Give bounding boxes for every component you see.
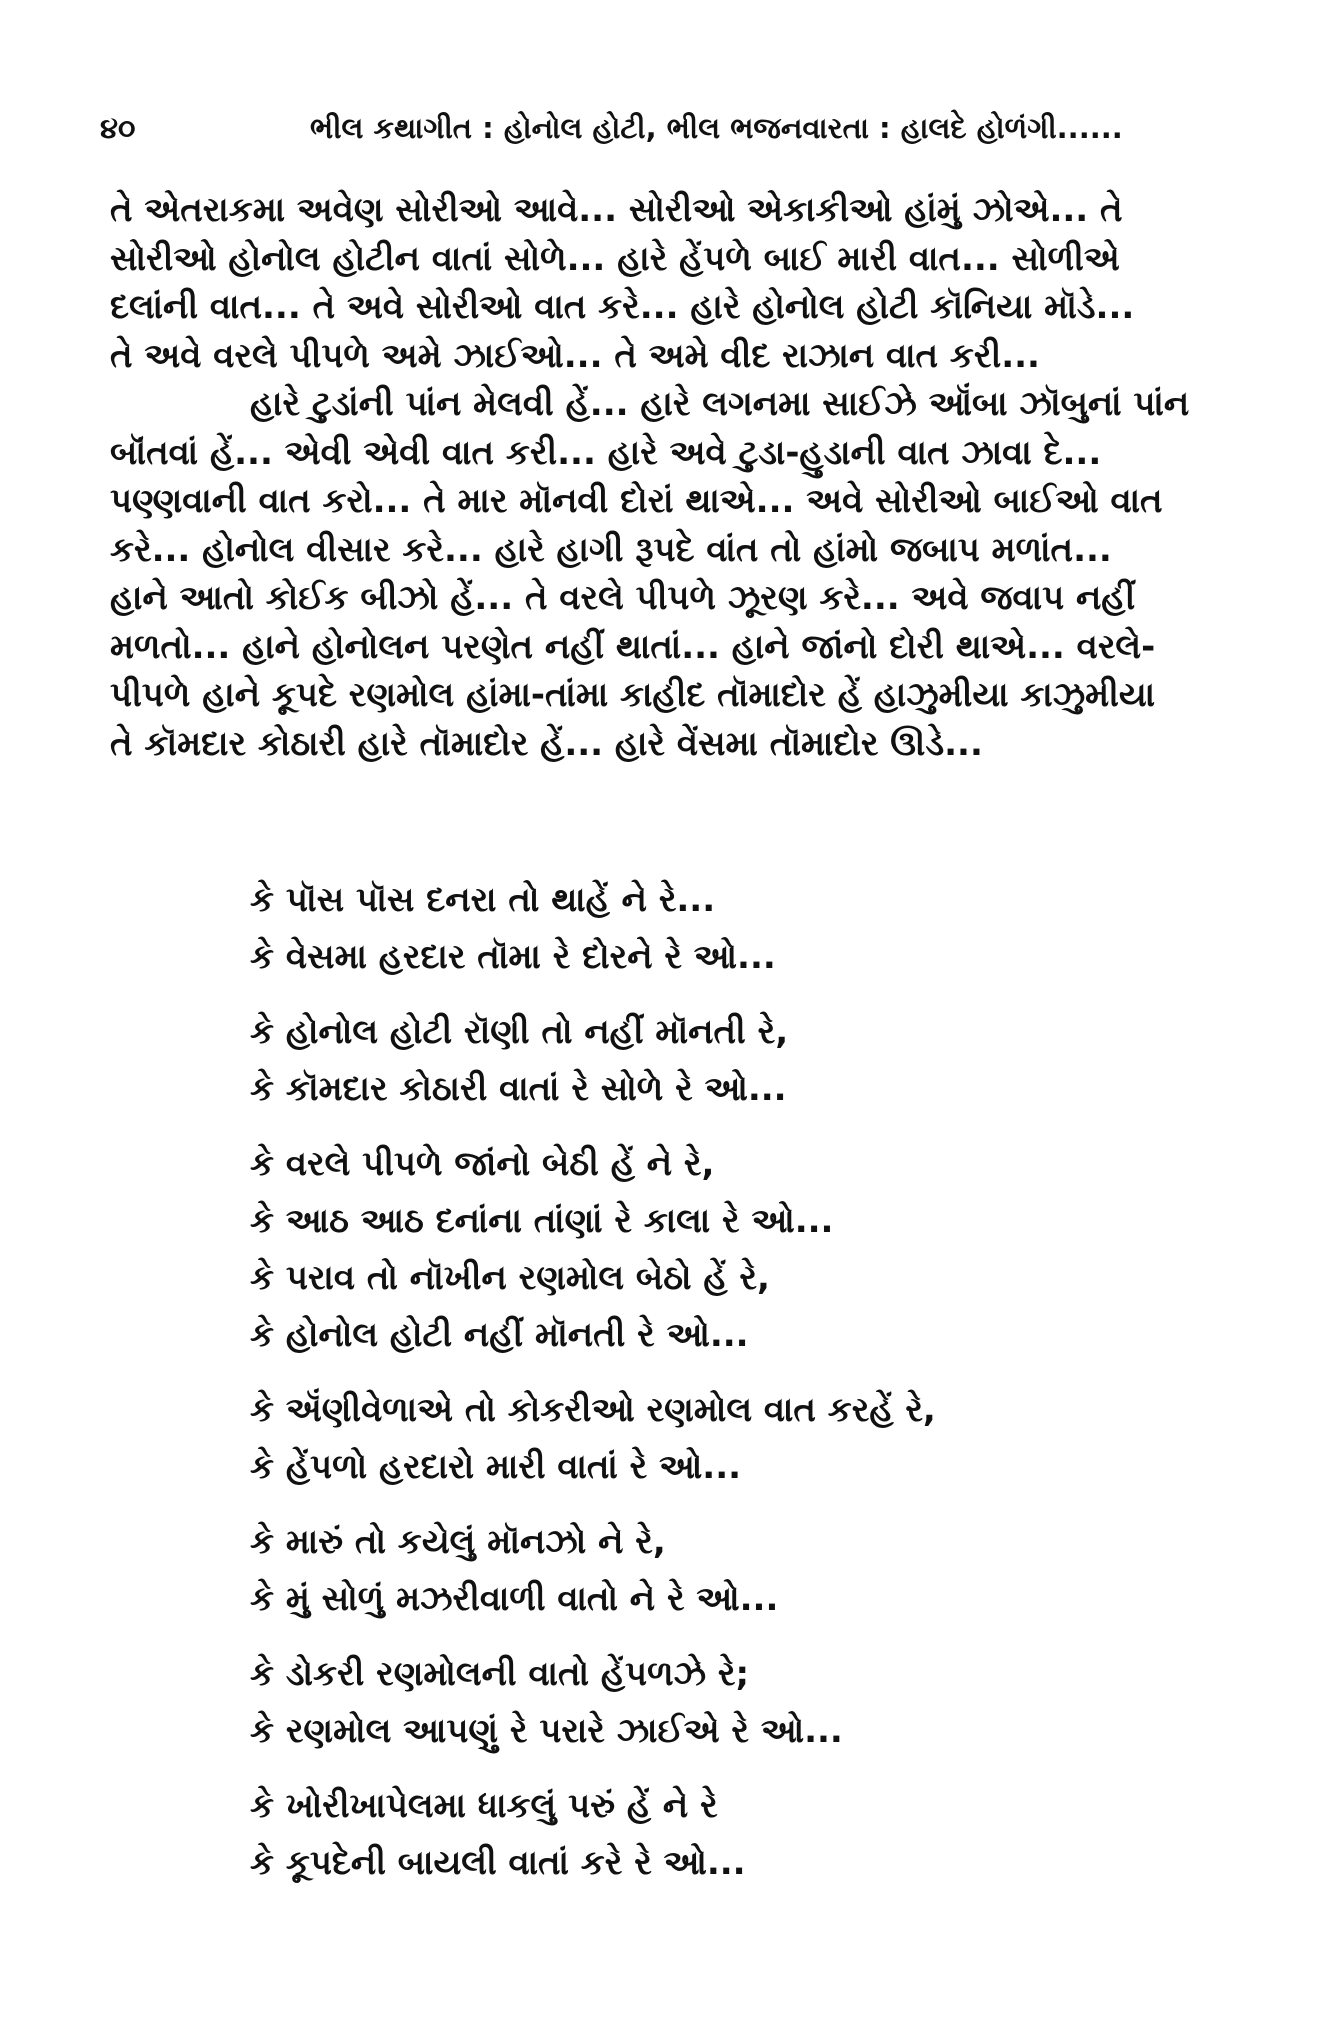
verse-line: કે મારું તો કયેલું મૉનઝો ને રે, — [250, 1522, 666, 1562]
prose-line: બૉંતવાં હેં... એવી એવી વાત કરી... હારે અવે ટુડા-હુડાની વાત ઝાવા દે... — [110, 432, 1102, 473]
verse-line: કે પરાવ તો નૉખીન રણમોલ બેઠો હેં રે, — [250, 1258, 770, 1298]
verse-line: કે હોનોલ હોટી નહીં મૉનતી રે ઓ... — [250, 1315, 749, 1355]
prose-line: હાને આતો કોઈક બીઝો હેં... તે વરલે પીપળે ઝૂરણ કરે... અવે જવાપ નહીં — [110, 578, 1136, 618]
running-title: ભીલ કથાગીત : હોનોલ હોટી, ભીલ ભજનવારતા : હાલદે હોળંગી...... — [310, 111, 1123, 145]
stanza — [250, 1004, 1250, 1118]
stanza — [250, 1136, 1250, 1364]
prose-line: હારે ટુડાંની પાંન મેલવી હેં... હારે લગનમા સાઈઝે ઑંબા ઝૉબુનાં પાંન — [250, 384, 1190, 424]
stanza — [250, 872, 1250, 986]
verse-line: કે રણમોલ આપણું રે પરારે ઝાઈએ રે ઓ... — [250, 1711, 843, 1751]
verse-line: કે ખોરીખાપેલમા ધાકલું પરું હેં ને રે — [250, 1786, 718, 1826]
verse-line: કે હેંપળો હરદારો મારી વાતાં રે ઓ... — [250, 1447, 742, 1487]
page-header — [100, 108, 1250, 148]
verse-line: કે આઠ આઠ દનાંના તાંણાં રે કાલા રે ઓ... — [250, 1201, 834, 1241]
verse-line: કે વેસમા હરદાર તૉમા રે દોરને રે ઓ... — [250, 937, 776, 977]
stanza — [250, 1382, 1250, 1496]
prose-line: પીપળે હાને કૂપદે રણમોલ હાંમા-તાંમા કાહીદ તૉમાદોર હેં હાઝુમીયા કાઝુમીયા — [110, 675, 1156, 715]
verse-line: કે મું સોળું મઝરીવાળી વાતો ને રે ઓ... — [250, 1579, 779, 1619]
prose-line: મળતો... હાને હોનોલન પરણેત નહીં થાતાં... હાને જાંનો દોરી થાએ... વરલે- — [110, 626, 1156, 667]
verse-line: કે ડોકરી રણમોલની વાતો હેંપળઝે રે; — [250, 1654, 750, 1694]
stanza — [250, 1514, 1250, 1628]
prose-line: કરે... હોનોલ વીસાર કરે... હારે હાગી રૂપદે વાંત તો હાંમો જબાપ મળાંત... — [110, 529, 1112, 570]
prose-line: તે કૉમદાર કોઠારી હારે તૉમાદોર હેં... હારે વેંસમા તૉમાદોર ઊડે... — [110, 723, 983, 764]
verse-line: કે પૉસ પૉસ દનરા તો થાહેં ને રે... — [250, 880, 716, 920]
verse-line: કે કૉમદાર કોઠારી વાતાં રે સોળે રે ઓ... — [250, 1069, 787, 1109]
prose-line: દલાંની વાત... તે અવે સોરીઓ વાત કરે... હારે હોનોલ હોટી કૉનિયા મૉડે... — [110, 287, 1135, 327]
song-verses — [250, 872, 1250, 1910]
verse-line: કે ઍંણીવેળાએ તો કોકરીઓ રણમોલ વાત કરહેં રે, — [250, 1390, 936, 1430]
verse-line: કે વરલે પીપળે જાંનો બેઠી હેં ને રે, — [250, 1144, 715, 1184]
prose-line: પણ્ણવાની વાત કરો... તે માર મૉનવી દોરાં થાએ... અવે સોરીઓ બાઈઓ વાત — [110, 481, 1163, 521]
verse-line: કે કૂપદેની બાયલી વાતાં કરે રે ઓ... — [250, 1843, 746, 1883]
prose-line: તે અવે વરલે પીપળે અમે ઝાઈઓ... તે અમે વીદ રાઝાન વાત કરી... — [110, 335, 1040, 376]
prose-line: તે એતરાકમા અવેણ સોરીઓ આવે... સોરીઓ એકાકીઓ હાંમું ઝોએ... તે — [110, 190, 1123, 230]
prose-line: સોરીઓ હોનોલ હોટીન વાતાં સોળે... હારે હેંપળે બાઈ મારી વાત... સોળીએ — [110, 238, 1120, 279]
stanza — [250, 1778, 1250, 1892]
verse-line: કે હોનોલ હોટી રૉણી તો નહીં મૉનતી રે, — [250, 1012, 789, 1052]
prose-section — [110, 188, 1260, 770]
page-number: ૪૦ — [100, 111, 136, 145]
stanza — [250, 1646, 1250, 1760]
